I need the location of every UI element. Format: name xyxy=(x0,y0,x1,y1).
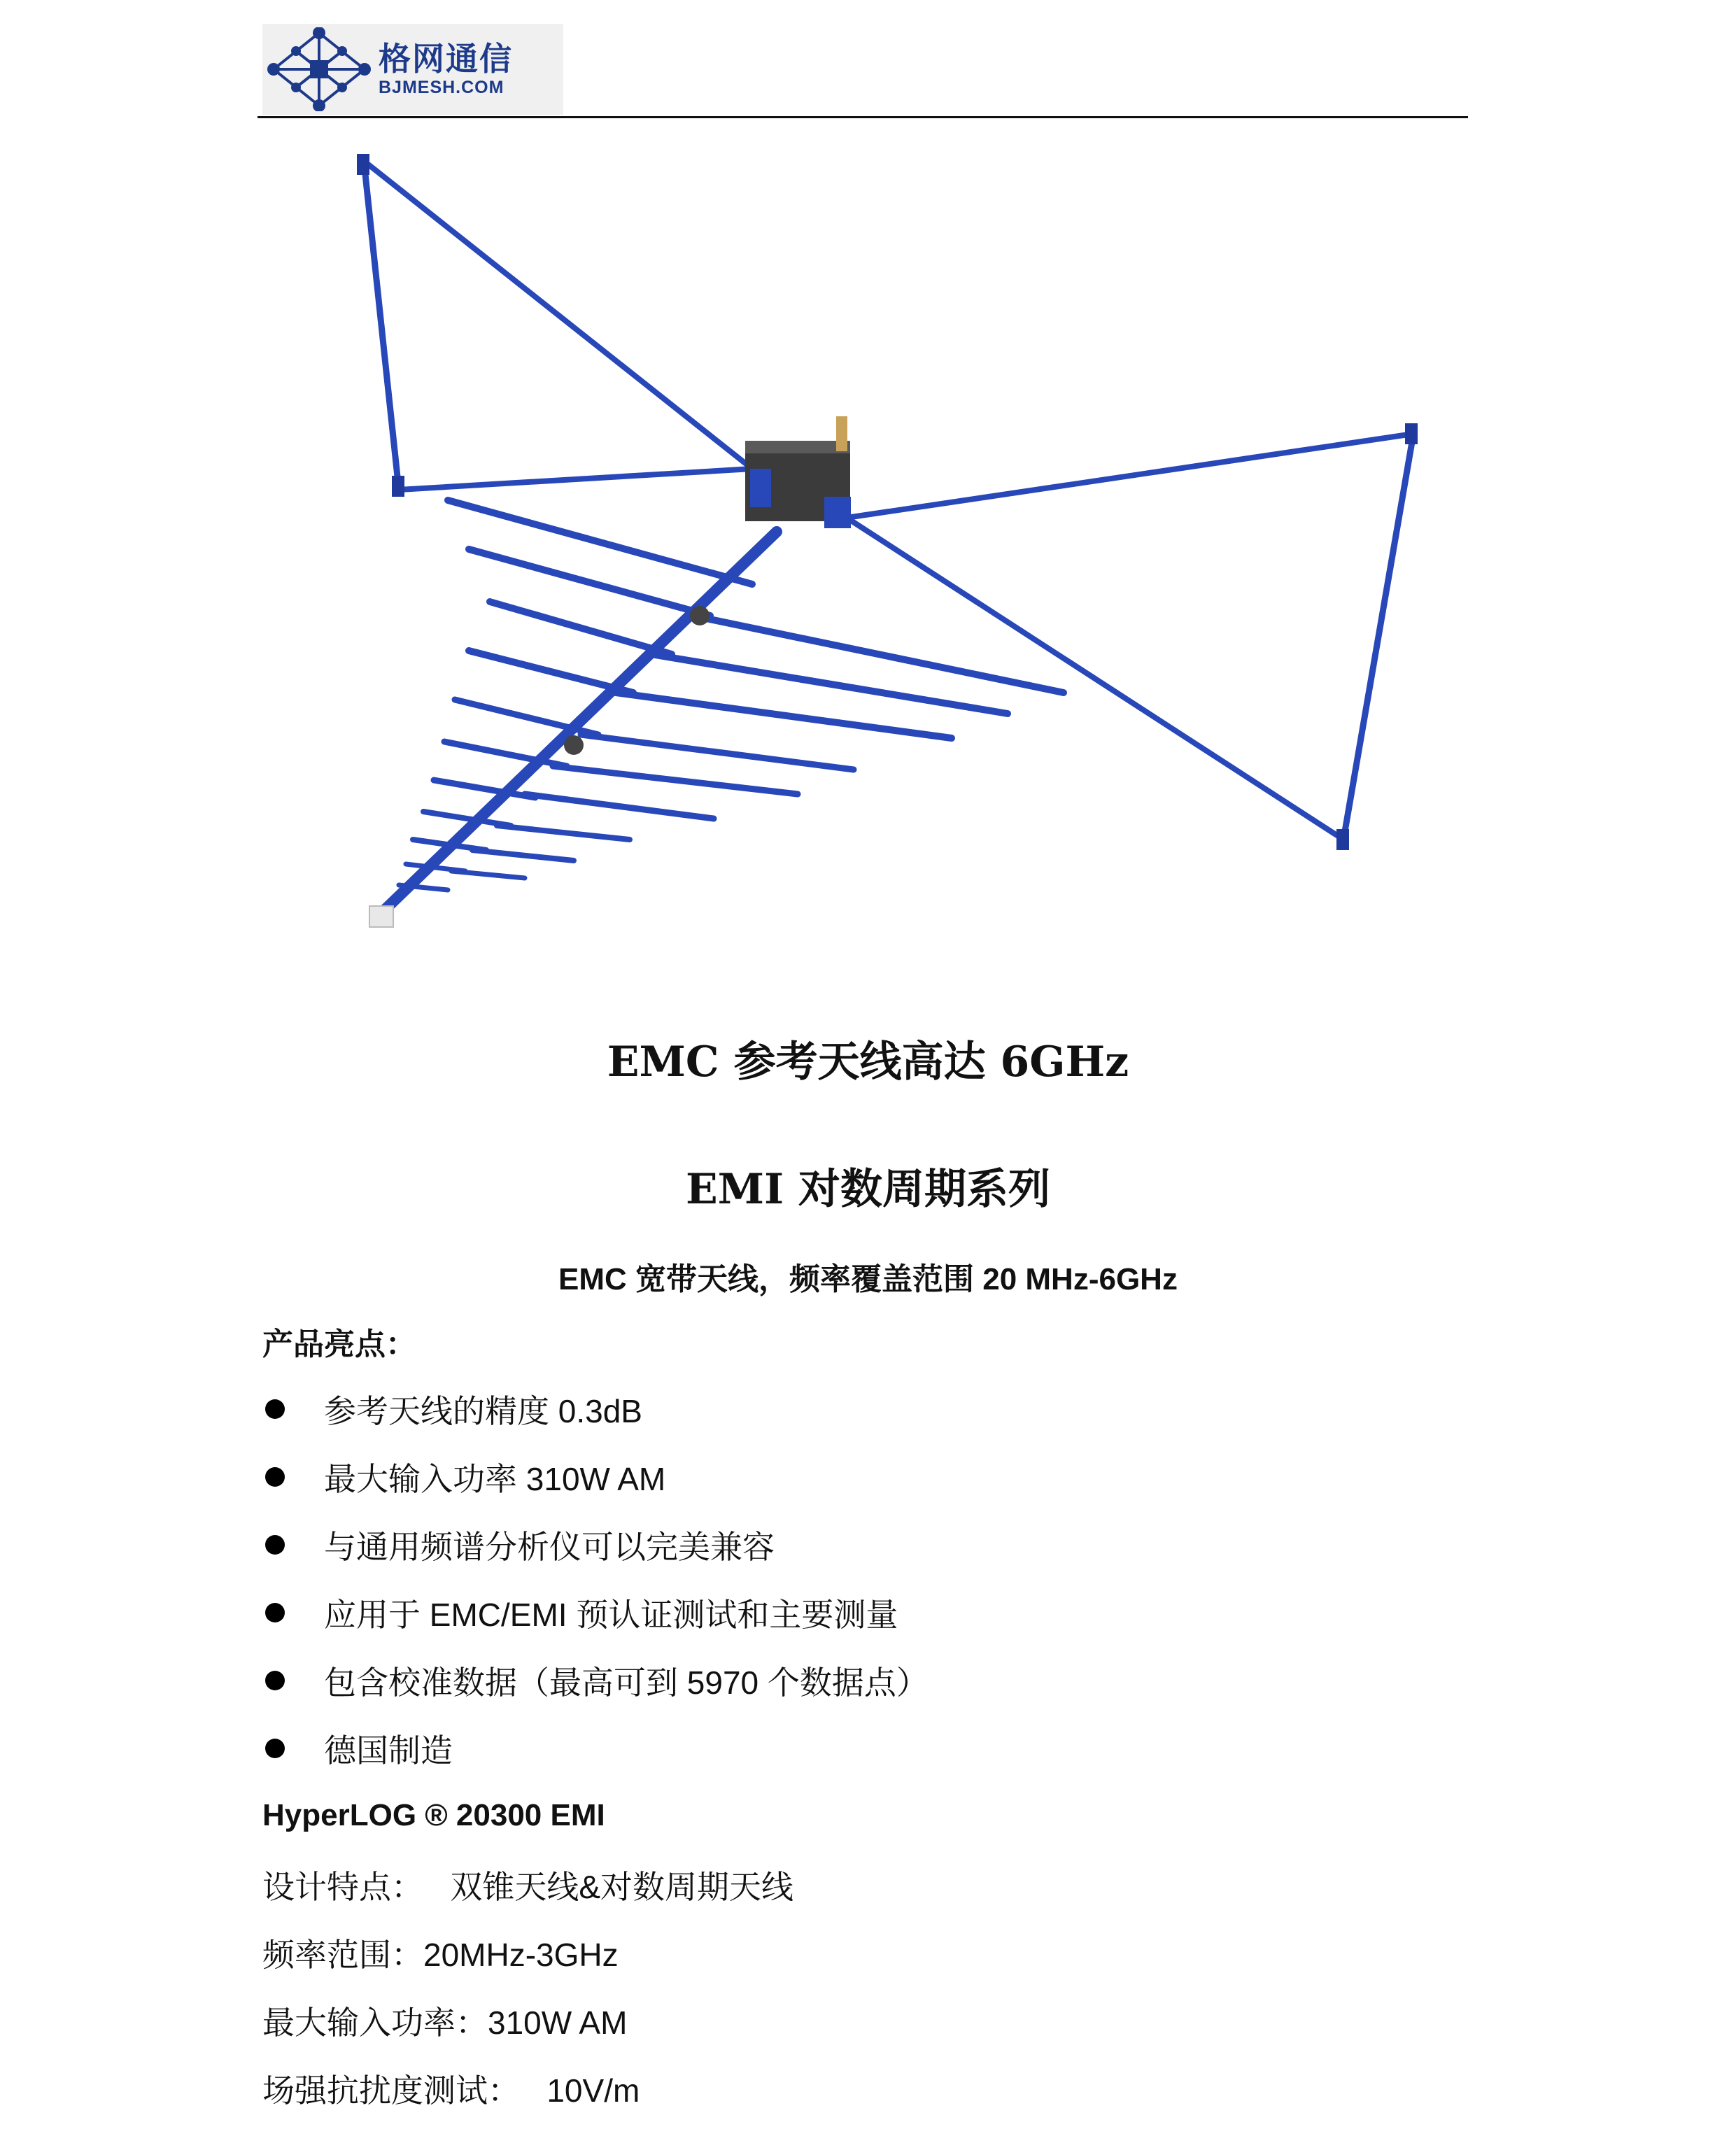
antenna-illustration xyxy=(322,140,1441,952)
list-item xyxy=(262,1714,929,1782)
highlight-text: 德国制造 xyxy=(324,1732,453,1769)
highlight-text: 与通用频谱分析仪可以完美兼容 xyxy=(324,1528,775,1565)
page-title: EMC 参考天线高达 6GHz xyxy=(607,1038,1129,1087)
header-divider xyxy=(257,116,1468,118)
list-item xyxy=(262,1578,929,1646)
subtitle: EMC 宽带天线，频率覆盖范围 20 MHz-6GHz xyxy=(558,1262,1178,1296)
model-name: HyperLOG ® 20300 EMI xyxy=(262,1798,605,1832)
diamond-network-icon xyxy=(267,27,372,111)
bullet-icon xyxy=(265,1603,285,1622)
spec-list xyxy=(262,1851,793,2122)
spec-max-input-power: 最大输入功率：310W AM xyxy=(262,2004,628,2041)
list-item xyxy=(262,1375,929,1443)
bullet-icon xyxy=(265,1739,285,1758)
highlights-list xyxy=(262,1375,929,1782)
logo-domain: BJMESH.COM xyxy=(379,78,504,97)
company-logo xyxy=(262,24,563,115)
spec-field-immunity: 场强抗扰度测试： 10V/m xyxy=(262,2072,640,2109)
spec-design: 设计特点： 双锥天线&对数周期天线 xyxy=(262,1868,794,1905)
list-item xyxy=(262,1646,929,1714)
logo-company-name: 格网通信 xyxy=(379,40,513,78)
highlights-heading: 产品亮点： xyxy=(262,1327,416,1362)
spec-frequency-range: 频率范围：20MHz-3GHz xyxy=(262,1936,619,1973)
highlight-text: 最大输入功率 310W AM xyxy=(324,1460,666,1497)
list-item xyxy=(262,1443,929,1511)
series-title: EMI 对数周期系列 xyxy=(685,1165,1051,1214)
bullet-icon xyxy=(265,1399,285,1419)
highlight-text: 包含校准数据（最高可到 5970 个数据点） xyxy=(324,1664,929,1701)
bullet-icon xyxy=(265,1671,285,1690)
highlight-text: 应用于 EMC/EMI 预认证测试和主要测量 xyxy=(324,1596,898,1633)
bullet-icon xyxy=(265,1467,285,1487)
bullet-icon xyxy=(265,1535,285,1555)
list-item xyxy=(262,1511,929,1578)
highlight-text: 参考天线的精度 0.3dB xyxy=(324,1392,642,1429)
